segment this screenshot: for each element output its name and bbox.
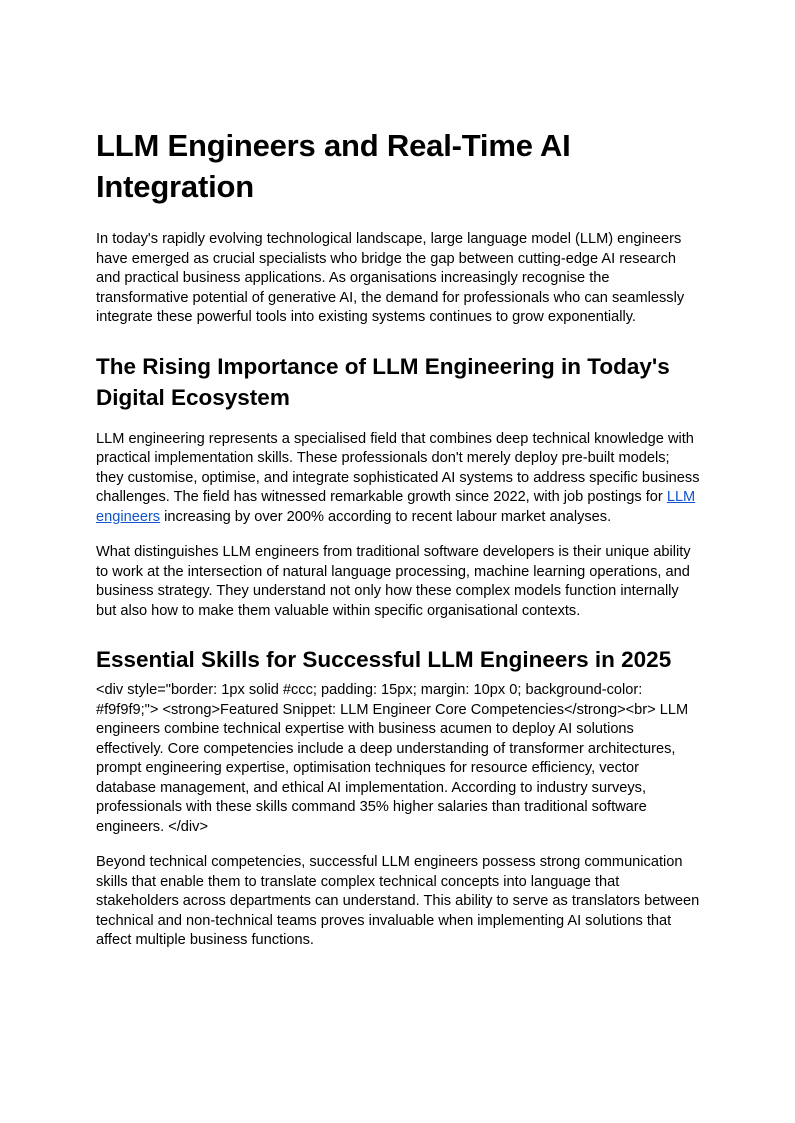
- section2-paragraph-2: Beyond technical competencies, successful LLM engineers possess strong communication skills that enable them to translate complex technical concepts into language that stakeholders across departments can understand. This ability to serve as translators between technical and non-technical teams proves invaluable when implementing AI solutions that affect multiple business functions.: [96, 854, 700, 948]
- document-page: [96, 125, 700, 967]
- section-heading-rising-importance: The Rising Importance of LLM Engineering in Today's Digital Ecosystem: [96, 353, 670, 410]
- section1-paragraph-1-text-start: LLM engineering represents a specialised field that combines deep technical knowledge with practical implementation skills. These professionals don't merely deploy pre-built models; they customise, optimise, and integrate sophisticated AI systems to address specific business challenges. The field has witnessed remarkable growth since 2022, with job postings for: [96, 430, 700, 505]
- intro-paragraph: In today's rapidly evolving technological landscape, large language model (LLM) engineers have emerged as crucial specialists who bridge the gap between cutting-edge AI research and practical business applications. As organisations increasingly recognise the transformative potential of generative AI, the demand for professionals who can seamlessly integrate these powerful tools into existing systems continues to grow exponentially.: [96, 231, 685, 325]
- document-title: LLM Engineers and Real-Time AI Integration: [96, 128, 571, 204]
- section2-paragraph-1: <div style="border: 1px solid #ccc; padding: 15px; margin: 10px 0; background-color: #f9f9f9;"> <strong>Featured Snippet: LLM Engineer Core Competencies</strong><br> LLM engineers combine technical expertise with business acumen to deploy AI solutions effectively. Core competencies include a deep understanding of transformer architectures, prompt engineering expertise, optimisation techniques for resource efficiency, vector database management, and ethical AI implementation. According to industry surveys, professionals with these skills command 35% higher salaries than traditional software engineers. </div>: [96, 682, 689, 835]
- section-heading-essential-skills: Essential Skills for Successful LLM Engineers in 2025: [96, 647, 672, 672]
- section1-paragraph-1: [96, 430, 700, 528]
- section1-paragraph-2: What distinguishes LLM engineers from traditional software developers is their unique ability to work at the intersection of natural language processing, machine learning operations, and business strategy. They understand not only how these complex models function internally but also how to make them valuable within specific organisational contexts.: [96, 544, 691, 619]
- section1-paragraph-1-text-end: increasing by over 200% according to recent labour market analyses.: [160, 508, 612, 525]
- llm-engineers-link[interactable]: LLM engineers: [96, 489, 696, 525]
